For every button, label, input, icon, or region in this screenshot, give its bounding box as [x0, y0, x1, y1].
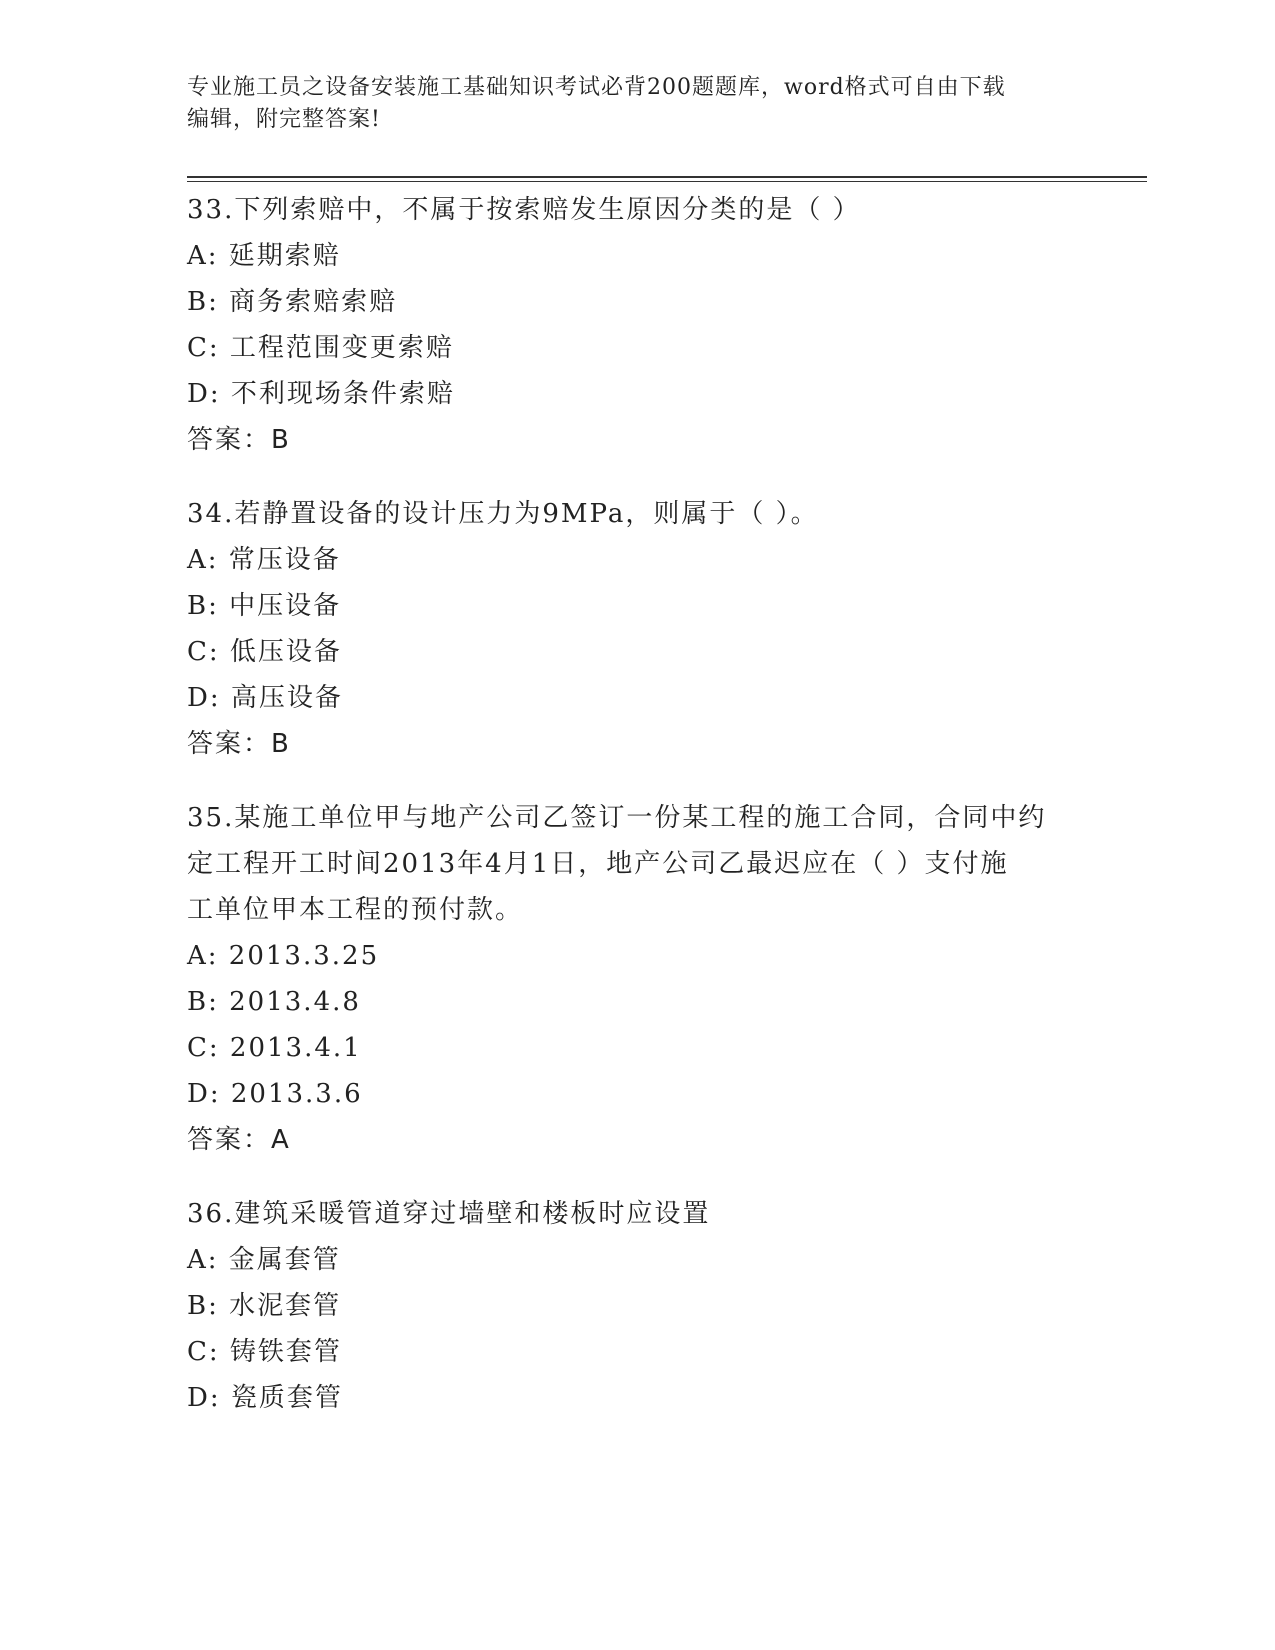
- option-b: B: 商务索赔索赔: [187, 287, 398, 317]
- option-d: D: 瓷质套管: [187, 1383, 343, 1413]
- document-header: [187, 72, 1087, 136]
- question-list: [187, 187, 1087, 1449]
- question-34: [187, 491, 1087, 767]
- question-36: [187, 1191, 1087, 1421]
- option-c: C: 铸铁套管: [187, 1337, 342, 1367]
- option-a: A: 延期索赔: [187, 241, 341, 271]
- option-c: C: 工程范围变更索赔: [187, 333, 454, 363]
- question-stem: 36.建筑采暖管道穿过墙壁和楼板时应设置: [187, 1199, 711, 1229]
- option-b: B: 水泥套管: [187, 1291, 342, 1321]
- option-b: B: 2013.4.8: [187, 987, 361, 1017]
- question-stem-line-3: 工单位甲本工程的预付款。: [187, 895, 524, 925]
- option-b: B: 中压设备: [187, 591, 342, 621]
- header-divider-thick: [187, 176, 1147, 178]
- question-35: [187, 795, 1087, 1163]
- question-stem: 34.若静置设备的设计压力为9MPa，则属于（ ）。: [187, 499, 819, 529]
- option-c: C: 2013.4.1: [187, 1033, 362, 1063]
- option-c: C: 低压设备: [187, 637, 342, 667]
- option-d: D: 2013.3.6: [187, 1079, 363, 1109]
- header-line-1: 专业施工员之设备安装施工基础知识考试必背200题题库，word格式可自由下载: [187, 75, 1006, 100]
- question-33: [187, 187, 1087, 463]
- question-stem: 33.下列索赔中，不属于按索赔发生原因分类的是（ ）: [187, 195, 861, 225]
- answer-line: 答案：B: [187, 729, 291, 759]
- option-d: D: 不利现场条件索赔: [187, 379, 455, 409]
- option-a: A: 2013.3.25: [187, 941, 380, 971]
- answer-line: 答案：B: [187, 425, 291, 455]
- question-stem-line-2: 定工程开工时间2013年4月1日，地产公司乙最迟应在（ ）支付施: [187, 849, 1009, 879]
- header-divider-thin: [187, 181, 1147, 182]
- option-d: D: 高压设备: [187, 683, 343, 713]
- option-a: A: 常压设备: [187, 545, 341, 575]
- question-stem-line-1: 35.某施工单位甲与地产公司乙签订一份某工程的施工合同，合同中约: [187, 803, 1047, 833]
- option-a: A: 金属套管: [187, 1245, 341, 1275]
- header-line-2: 编辑，附完整答案!: [187, 107, 381, 132]
- answer-line: 答案：A: [187, 1125, 291, 1155]
